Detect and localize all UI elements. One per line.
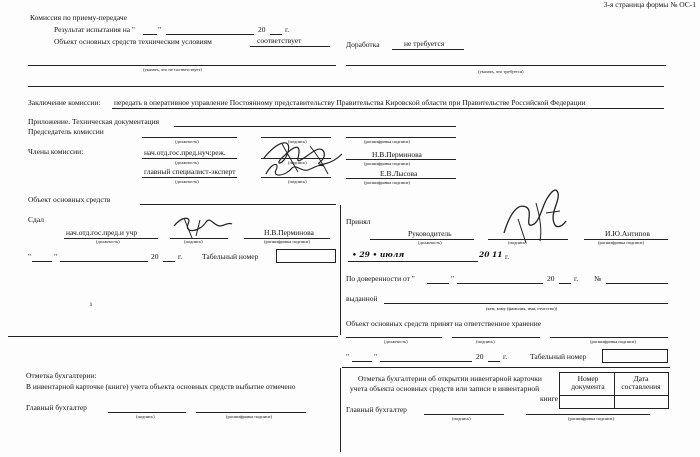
accounting-left-text: В инвентарной карточке (книге) учета объекта основных средств выбытие отмечено <box>26 382 296 391</box>
accepted-position-caption: (должность) <box>418 240 442 245</box>
section-divider <box>340 205 341 335</box>
accounting-right-row-divider <box>614 395 615 409</box>
member2-signature-icon <box>262 158 330 180</box>
conclusion-label: Заключение комиссии: <box>28 98 101 107</box>
issued-line <box>384 303 668 304</box>
test-result-quote: " <box>158 25 162 34</box>
test-result-day-line <box>143 34 157 35</box>
chairman-decode-caption: (расшифровка подписи) <box>364 139 410 144</box>
accepted-name: И.Ю.Антипов <box>605 229 650 238</box>
members-label: Члены комиссии: <box>28 147 84 156</box>
object-line <box>140 204 336 205</box>
accepted-date-line <box>348 261 478 262</box>
accepted-label: Принял <box>346 217 371 226</box>
handed-year-line <box>163 261 175 262</box>
accounting-left-decode-caption: (расшифровка подписи) <box>226 414 272 419</box>
responsible-signature-line <box>452 337 540 338</box>
proxy-year-line <box>559 283 571 284</box>
accepted-year-suffix: г. <box>505 252 510 261</box>
proxy-number-line <box>606 283 668 284</box>
member1-position: нач.отд.гос.пред.нуч:реж. <box>144 148 226 157</box>
accepted-tab-number-label: Табельный номер <box>530 352 587 361</box>
rework-caption-line <box>346 65 666 66</box>
stray-mark: ı <box>90 299 93 308</box>
accepted-year: 20 <box>476 352 484 361</box>
tech-conditions-caption: (указать, что не соответствует) <box>143 67 202 72</box>
test-result-year-suffix: г. <box>285 25 290 34</box>
accepted-date-handwritten: • 29 • июля <box>352 250 405 259</box>
test-result-year: 20 <box>258 25 266 34</box>
accepted-tab-number-box[interactable] <box>602 349 668 363</box>
proxy-year-suffix: г. <box>574 274 579 283</box>
accounting-left-signature-caption: (подпись) <box>136 414 155 419</box>
proxy-quote: " <box>451 274 455 283</box>
handed-label: Сдал <box>28 215 44 224</box>
member1-position-caption: (должность) <box>175 160 199 165</box>
accounting-right-decode-caption: (расшифровка подписи) <box>568 416 614 421</box>
accepted-year-line <box>488 361 500 362</box>
accounting-right-signature-caption: (подпись) <box>452 416 471 421</box>
responsible-signature-caption: (подпись) <box>476 339 495 344</box>
member1-name: Н.В.Перминова <box>372 150 422 159</box>
handed-month-line <box>60 261 148 262</box>
member2-signature-caption: (подпись) <box>288 179 307 184</box>
proxy-month-line <box>457 283 543 284</box>
accounting-divider-right <box>342 367 670 368</box>
member2-position-caption: (должность) <box>175 179 199 184</box>
member2-name: Е.В.Лысова <box>380 169 418 178</box>
accepted-day-line <box>352 361 372 362</box>
accepted-month-line <box>380 361 472 362</box>
accepted-decode-caption: (расшифровка подписи) <box>598 240 644 245</box>
conclusion-text: передать в оперативное управление Постоянному представительству Правительства Кировской области при Правительстве Российской Федерации <box>114 98 586 107</box>
accounting-right-line3: книге <box>540 394 558 403</box>
col-doc-number-header: Номер документа <box>571 374 605 392</box>
accounting-left-chief-label: Главный бухгалтер <box>26 403 87 412</box>
col-date-header: Дата составления <box>621 374 661 392</box>
accounting-left-title: Отметка бухгалтерии: <box>26 371 97 380</box>
accounting-left-decode-line <box>196 412 306 413</box>
tech-conditions-line <box>250 46 330 47</box>
tech-conditions-caption-line <box>28 65 336 66</box>
accepted-date-open: " <box>346 352 350 361</box>
issued-caption: (кем, кому (фамилия, имя, отчество)) <box>486 306 558 311</box>
responsible-position-line <box>346 337 442 338</box>
proxy-number-label: № <box>594 274 602 283</box>
handed-tab-number-label: Табельный номер <box>202 252 259 261</box>
accounting-left-signature-line <box>108 412 186 413</box>
handed-name: Н.В.Перминова <box>264 228 314 237</box>
handed-decode-caption: (расшифровка подписи) <box>264 239 310 244</box>
accepted-signature-caption: (подпись) <box>508 240 527 245</box>
rework-line <box>392 49 464 50</box>
proxy-day-line <box>427 283 449 284</box>
chairman-signature-caption: (подпись) <box>288 139 307 144</box>
accounting-right-line1: Отметка бухгалтерии об открытии инвентарной карточки <box>358 374 542 383</box>
rework-caption: (указать, что требуется) <box>478 69 524 74</box>
accepted-year-handwritten: 20 11 <box>479 250 503 259</box>
issued-label: выданной <box>346 294 378 303</box>
accounting-right-signature-line <box>424 414 504 415</box>
accepted-year-suffix-2: г. <box>503 352 508 361</box>
chairman-decode-line <box>346 137 456 138</box>
object-label: Объект основных средств <box>28 195 111 204</box>
commission-title: Комиссия по приему-передаче <box>30 13 127 22</box>
member1-position-line <box>142 158 237 159</box>
page-form-note: 3-я страница формы № ОС-1 <box>603 0 696 9</box>
handed-day-line <box>32 261 52 262</box>
responsible-decode-caption: (расшифровка подписи) <box>590 339 636 344</box>
tech-conditions-value: соответствует <box>257 36 302 45</box>
member1-decode-caption: (расшифровка подписи) <box>364 161 410 166</box>
accounting-right-table-divider <box>614 372 615 396</box>
chairman-position-caption: (должность) <box>175 139 199 144</box>
handed-signature-caption: (подпись) <box>184 239 203 244</box>
accounting-right-line2: учета объекта основных средств или записи в инвентарной <box>350 384 540 393</box>
rework-label: Доработка <box>346 40 380 49</box>
attachment-line <box>174 126 456 127</box>
member2-decode-caption: (расшифровка подписи) <box>364 180 410 185</box>
chairman-label: Председатель комиссии <box>28 127 104 136</box>
handed-date-close: " <box>54 252 58 261</box>
member2-decode-line <box>346 178 456 179</box>
accepted-date-close: " <box>374 352 378 361</box>
conclusion-line <box>112 108 664 109</box>
handed-year-suffix: г. <box>178 252 183 261</box>
accounting-right-decode-line <box>526 414 650 415</box>
handed-signature-icon <box>170 212 236 242</box>
rework-value: не требуется <box>404 39 445 48</box>
accounting-divider-left <box>8 336 338 337</box>
member1-signature-caption: (подпись) <box>288 160 307 165</box>
accounting-right-chief-label: Главный бухгалтер <box>346 405 407 414</box>
proxy-year: 20 <box>547 274 555 283</box>
chairman-position-line <box>142 137 237 138</box>
test-result-month-line <box>166 34 254 35</box>
handed-tab-number-box[interactable] <box>276 249 336 263</box>
handed-position: нач.отд.гос.пред.и учр <box>66 228 138 237</box>
proxy-label: По доверенности от " <box>346 274 415 283</box>
responsible-label: Объект основных средств принят на ответственное хранение <box>346 319 542 328</box>
accepted-signature-icon <box>496 183 570 247</box>
member2-position: главный специалист-эксперт <box>144 167 236 176</box>
handed-year: 20 <box>151 252 159 261</box>
test-result-prefix: Результат испытания на " <box>54 25 135 34</box>
test-result-year-line <box>270 34 282 35</box>
rework-second-line <box>28 86 664 87</box>
responsible-position-caption: (должность) <box>384 339 408 344</box>
responsible-decode-line <box>550 337 668 338</box>
handed-position-caption: (должность) <box>96 239 120 244</box>
accounting-divider-vertical <box>340 368 341 452</box>
tech-conditions-label: Объект основных средств техническим условиям <box>54 37 212 46</box>
handed-date-open: " <box>28 252 32 261</box>
accepted-position: Руководитель <box>408 229 452 238</box>
attachment-label: Приложение. Техническая документация <box>28 117 160 126</box>
member2-position-line <box>142 177 237 178</box>
member1-decode-line <box>346 159 456 160</box>
